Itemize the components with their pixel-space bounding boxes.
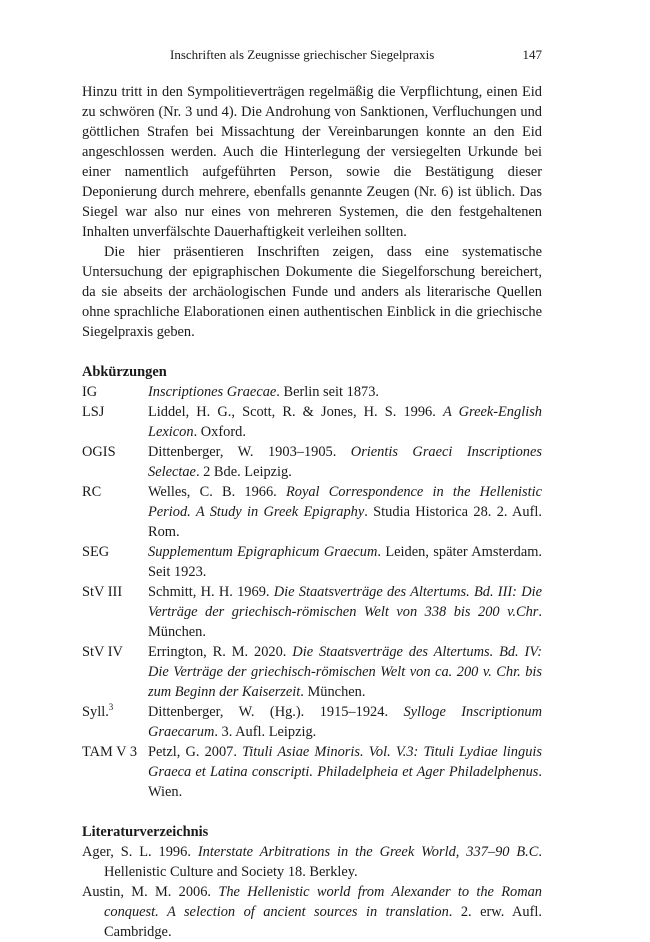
abbreviation-description — [148, 542, 542, 582]
abbreviation-title: Inscriptiones Graecae — [148, 384, 277, 400]
abbreviation-title: Sylloge Inscriptionum Graecarum — [148, 704, 542, 740]
abbreviation-entry — [82, 442, 542, 482]
abbreviation-key — [82, 402, 148, 442]
abbreviation-key-text: LSJ — [82, 404, 105, 420]
literature-title: The Hellenistic world from Alexander to the Roman conquest. A selection of ancient sources in translation — [104, 884, 542, 920]
abbreviation-entry — [82, 482, 542, 542]
abbreviation-author: Liddel, H. G., Scott, R. & Jones, H. S. 1996. — [148, 404, 443, 420]
abbreviation-entry — [82, 702, 542, 742]
abbreviation-key-text: Syll. — [82, 704, 109, 720]
abbreviation-key-superscript: 3 — [108, 702, 114, 713]
abbreviation-description — [148, 582, 542, 642]
abbreviation-author: Schmitt, H. H. 1969. — [148, 584, 274, 600]
abbreviation-entry — [82, 642, 542, 702]
abbreviation-entry — [82, 582, 542, 642]
abbreviation-title: Supplementum Epigraphicum Graecum — [148, 544, 378, 560]
abbreviation-author: Dittenberger, W. 1903–1905. — [148, 444, 351, 460]
page-number: 147 — [522, 47, 542, 62]
abbreviation-key — [82, 382, 148, 402]
abbreviations-list — [82, 382, 542, 802]
abbreviation-key-text: StV IV — [82, 644, 123, 660]
abbreviation-details: . 3. Aufl. Leipzig. — [214, 724, 317, 740]
abbreviation-description — [148, 442, 542, 482]
literature-entry — [82, 842, 542, 882]
abbreviation-key-text: IG — [82, 384, 98, 400]
abbreviation-description — [148, 482, 542, 542]
body-paragraph-2: Die hier präsentieren Inschriften zeigen, dass eine systematische Untersuchung der epigraphischen Dokumente die Siegelforschung bereichert, da sie abseits der archäologischen Funde und anders als literarische Quellen ohne sprachliche Elaborationen einen authentischen Einblick in die griechische Siegelpraxis geben. — [82, 244, 542, 340]
abbreviation-author: Petzl, G. 2007. — [148, 744, 243, 760]
abbreviation-author: Dittenberger, W. (Hg.). 1915–1924. — [148, 704, 404, 720]
literature-entry — [82, 882, 542, 942]
abbreviation-details: . Berlin seit 1873. — [276, 384, 380, 400]
abbreviation-entry — [82, 542, 542, 582]
abbreviation-key — [82, 702, 148, 742]
abbreviation-key — [82, 742, 148, 802]
page-content — [82, 82, 542, 942]
abbreviation-entry — [82, 382, 542, 402]
abbreviation-key — [82, 582, 148, 642]
literature-author: Ager, S. L. 1996. — [82, 844, 198, 860]
running-title: Inschriften als Zeugnisse griechischer Siegelpraxis — [170, 47, 435, 62]
literature-list — [82, 842, 542, 942]
abbreviation-title: Tituli Asiae Minoris. Vol. V.3: Tituli Lydiae linguis Graeca et Latina conscripti. Philadelpheia et Ager Philadelphenus — [148, 744, 542, 780]
abbreviation-key-text: OGIS — [82, 444, 116, 460]
abbreviation-details: . Leiden, später Amsterdam. Seit 1923. — [148, 544, 542, 580]
abbreviation-key-text: TAM V 3 — [82, 744, 138, 760]
abbreviation-description — [148, 742, 542, 802]
abbreviation-author: Welles, C. B. 1966. — [148, 484, 286, 500]
abbreviation-details: . Oxford. — [193, 424, 246, 440]
abbreviation-details: . München. — [148, 604, 542, 640]
literature-title: Interstate Arbitrations in the Greek World, 337–90 B.C — [197, 844, 539, 860]
abbreviation-details: . Wien. — [148, 764, 542, 800]
abbreviation-details: . Studia Historica 28. 2. Aufl. Rom. — [148, 504, 543, 540]
abbreviation-key-text: RC — [82, 484, 102, 500]
abbreviation-description — [148, 642, 542, 702]
literature-details: . 2. erw. Aufl. Cambridge. — [104, 904, 542, 940]
abbreviation-key-text: SEG — [82, 544, 110, 560]
literature-author: Austin, M. M. 2006. — [82, 884, 219, 900]
abbreviation-key-text: StV III — [82, 584, 123, 600]
literature-details: . Hellenistic Culture and Society 18. Berkley. — [104, 844, 542, 880]
abbreviation-key — [82, 542, 148, 582]
abbreviation-title: Orientis Graeci Inscriptiones Selectae — [148, 444, 542, 480]
abbreviations-heading: Abkürzungen — [82, 364, 167, 380]
abbreviation-key — [82, 482, 148, 542]
abbreviation-key — [82, 442, 148, 482]
abbreviation-description — [148, 402, 542, 442]
abbreviation-title: Die Staatsverträge des Altertums. Bd. IV: Die Verträge der griechisch-römischen Welt von ca. 200 v. Chr. bis zum Beginn der Kaiserzeit — [148, 644, 542, 700]
abbreviation-details: . 2 Bde. Leipzig. — [195, 464, 292, 480]
abbreviation-title: Royal Correspondence in the Hellenistic Period. A Study in Greek Epigraphy — [148, 484, 542, 520]
abbreviation-description — [148, 382, 542, 402]
abbreviation-entry — [82, 402, 542, 442]
body-paragraph-1: Hinzu tritt in den Sympolitieverträgen regelmäßig die Verpflichtung, einen Eid zu schwören (Nr. 3 und 4). Die Androhung von Sanktionen, Verfluchungen und göttlichen Strafen bei Missachtung der Vereinbarungen konnte an den Eid angeschlossen werden. Auch die Hinterlegung der versiegelten Urkunde bei einer namentlich aufgeführten Person, sowie die Bestätigung dieser Deponierung durch mehrere, ebenfalls genannte Zeugen (Nr. 6) ist üblich. Das Siegel war also nur eines von mehreren Systemen, die den festgehaltenen Inhalten unverfälschte Dauerhaftigkeit verleihen sollten. — [82, 84, 542, 240]
abbreviation-key — [82, 642, 148, 702]
abbreviation-entry — [82, 742, 542, 802]
literature-heading: Literaturverzeichnis — [82, 824, 209, 840]
abbreviation-description — [148, 702, 542, 742]
abbreviation-details: . München. — [300, 684, 366, 700]
abbreviation-title: A Greek-English Lexicon — [148, 404, 542, 440]
abbreviation-author: Errington, R. M. 2020. — [148, 644, 293, 660]
abbreviation-title: Die Staatsverträge des Altertums. Bd. III: Die Verträge der griechisch-römischen Welt von 338 bis 200 v.Chr — [148, 584, 542, 620]
